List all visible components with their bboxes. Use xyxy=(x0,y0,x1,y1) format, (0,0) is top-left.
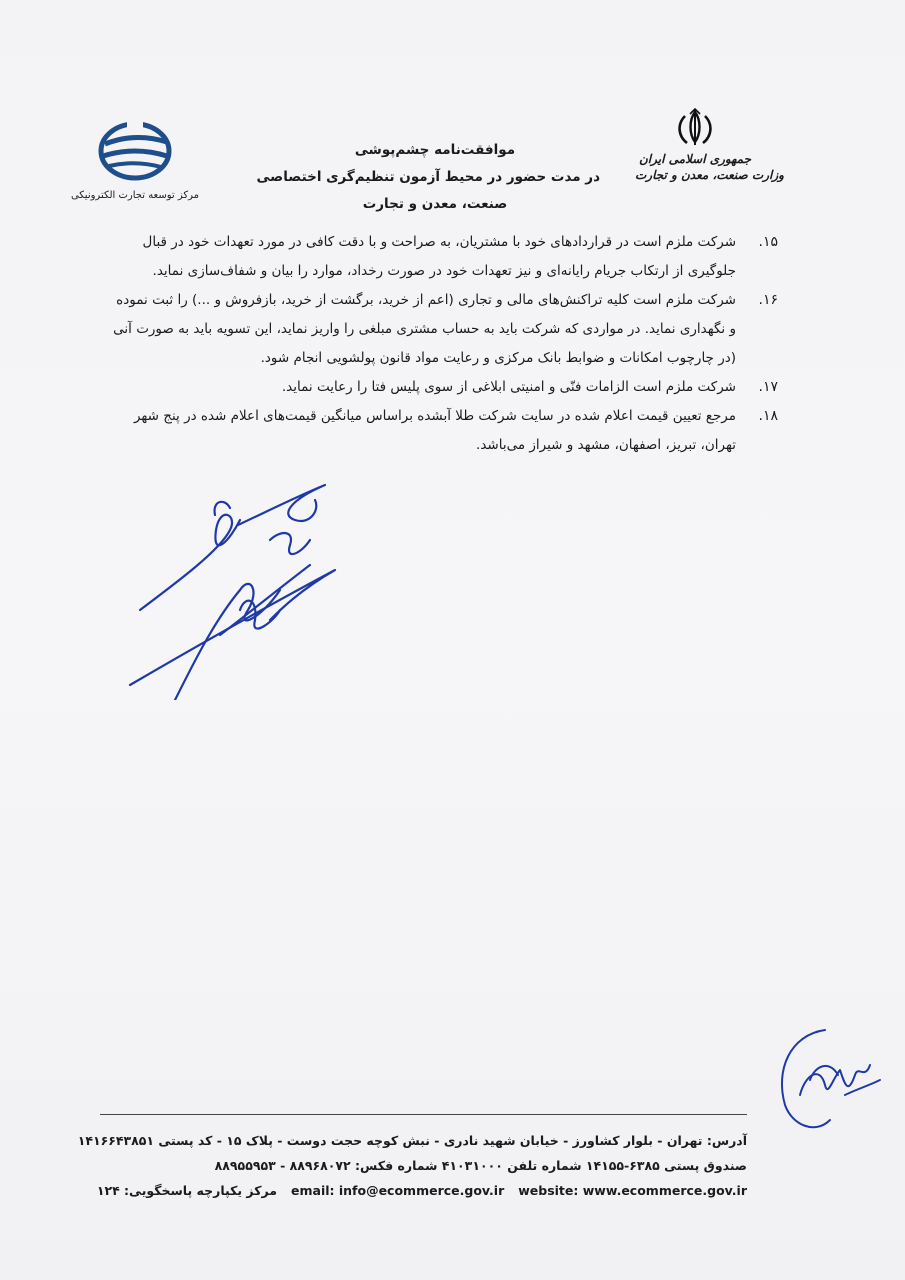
center-header xyxy=(60,120,210,201)
center-name: مرکز توسعه تجارت الکترونیکی xyxy=(70,190,200,201)
footer-website[interactable]: website: www.ecommerce.gov.ir xyxy=(518,1183,747,1198)
clause-line: تهران، تبریز، اصفهان، مشهد و شیراز می‌باشد. xyxy=(476,437,736,453)
clause-list xyxy=(113,228,778,460)
clause-text xyxy=(128,402,736,460)
clause-number: ۱۷. xyxy=(758,379,778,395)
clause-text xyxy=(128,228,736,286)
footer-email[interactable]: email: info@ecommerce.gov.ir xyxy=(291,1183,505,1198)
clause-line: مرجع تعیین قیمت اعلام شده در سایت شرکت طلا آبشده براساس میانگین قیمت‌های اعلام شده در پنج شهر xyxy=(133,408,736,424)
clause-line: شرکت ملزم است کلیه تراکنش‌های مالی و تجاری (اعم از خرید، برگشت از خرید، بازفروش و ...) را ثبت نموده xyxy=(116,292,736,308)
clause-number: ۱۵. xyxy=(758,234,778,250)
government-header xyxy=(635,108,784,182)
clause-text xyxy=(113,286,736,373)
clause-number: ۱۸. xyxy=(758,408,778,424)
clause-15 xyxy=(128,228,778,286)
clause-16 xyxy=(113,286,778,373)
gov-line2: وزارت صنعت، معدن و تجارت xyxy=(635,168,784,182)
clause-text xyxy=(128,373,736,402)
gov-line1: جمهوری اسلامی ایران xyxy=(638,152,752,166)
clause-number: ۱۶. xyxy=(758,292,778,308)
signature-main xyxy=(120,470,350,700)
footer-support: مرکز یکپارچه پاسخگویی: ۱۲۴ xyxy=(96,1183,277,1198)
title-line3: صنعت، معدن و تجارت xyxy=(362,196,508,212)
clause-17 xyxy=(128,373,778,402)
clause-line: (در چارچوب امکانات و ضوابط بانک مرکزی و رعایت مواد قانون پولشویی انجام شود. xyxy=(260,350,736,366)
footer-contact xyxy=(96,1178,747,1203)
signature-initial xyxy=(770,1025,885,1135)
footer xyxy=(77,1128,747,1203)
clause-line: شرکت ملزم است در قراردادهای خود با مشتریان، به صراحت و با دقت کافی در مورد تعهدات خود در قبال xyxy=(142,234,736,250)
ecommerce-center-logo-icon xyxy=(97,120,173,182)
title-line1: موافقت‌نامه چشم‌پوشی xyxy=(354,142,516,158)
clause-line: شرکت ملزم است الزامات فنّی و امنیتی ابلاغی از سوی پلیس فتا را رعایت نماید. xyxy=(281,379,736,395)
footer-address: آدرس: تهران - بلوار کشاورز - خیابان شهید نادری - نبش کوچه حجت دوست - پلاک ۱۵ - کد پستی ۱۴۱۶۶۴۳۸۵۱ xyxy=(77,1133,747,1148)
title-line2: در مدت حضور در محیط آزمون تنظیم‌گری اختصاصی xyxy=(256,169,600,185)
clause-18 xyxy=(128,402,778,460)
document-title xyxy=(256,137,600,218)
footer-phones: صندوق پستی ۶۳۸۵-۱۴۱۵۵ شماره تلفن ۴۱۰۳۱۰۰۰ شماره فکس: ۸۸۹۶۸۰۷۲ - ۸۸۹۵۵۹۵۳ xyxy=(214,1158,747,1173)
iran-emblem-icon xyxy=(673,108,717,148)
footer-divider xyxy=(100,1114,747,1115)
clause-line: و نگهداری نماید. در مواردی که شرکت باید به حساب مشتری مبلغی را واریز نماید، این تسویه باید به صورت آنی xyxy=(113,321,736,337)
clause-line: جلوگیری از ارتکاب جریام رایانه‌ای و نیز تعهدات خود در صورت رخداد، موارد را بیان و شفاف‌سازی نماید. xyxy=(152,263,736,279)
